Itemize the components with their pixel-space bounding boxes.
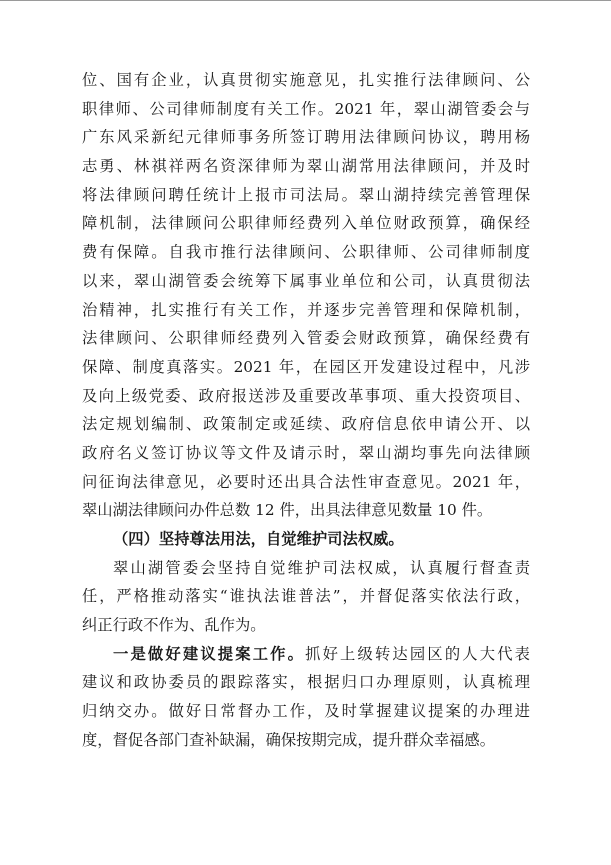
text-line: 以来，翠山湖管委会统筹下属事业单位和公司，认真贯彻法 (82, 271, 530, 290)
paragraph-legal-advisors (82, 66, 530, 525)
text-line: 障机制，法律顾问公职律师经费列入单位财政预算，确保经 (82, 214, 530, 233)
paragraph-proposals (82, 640, 530, 755)
text-line: 位、国有企业，认真贯彻实施意见，扎实推行法律顾问、公 (82, 71, 530, 89)
text-line: 治精神，扎实推行有关工作，并逐步完善管理和保障机制， (82, 300, 530, 319)
text-line: 任，严格推动落实“谁执法谁普法”，并督促落实依法行政， (82, 587, 530, 606)
text-line: 将法律顾问聘任统计上报市司法局。翠山湖持续完善管理保 (82, 185, 530, 204)
paragraph-judicial-authority (82, 554, 530, 640)
section-heading: （四）坚持尊法用法，自觉维护司法权威。 (113, 530, 404, 548)
text-line: 保障、制度真落实。2021 年，在园区开发建设过程中，凡涉 (82, 357, 530, 376)
paragraph-lead-phrase: 一是做好建议提案工作。 (113, 644, 306, 663)
document-page (82, 66, 530, 755)
text-line: 法律顾问、公职律师经费列入管委会财政预算，确保经费有 (82, 329, 530, 348)
text-line: 归纳交办。做好日常督办工作，及时掌握建议提案的办理进 (82, 702, 530, 721)
text-line (82, 640, 530, 669)
text-line: 问征询法律意见，必要时还出具合法性审查意见。2021 年， (82, 472, 530, 491)
text-line: 政府名义签订协议等文件及请示时，翠山湖均事先向法律顾 (82, 443, 530, 462)
text-line: 职律师、公司律师制度有关工作。2021 年，翠山湖管委会与 (82, 99, 530, 118)
page-top-rule (0, 0, 611, 1)
text-line: 法定规划编制、政策制定或延续、政府信息依申请公开、以 (82, 415, 530, 434)
text-line: 度，督促各部门查补缺漏，确保按期完成，提升群众幸福感。 (82, 730, 496, 749)
text-line: 费有保障。自我市推行法律顾问、公职律师、公司律师制度 (82, 243, 530, 262)
text-line: 纠正行政不作为、乱作为。 (82, 616, 266, 635)
text-line: 广东风采新纪元律师事务所签订聘用法律顾问协议，聘用杨 (82, 128, 530, 147)
text-line: 志勇、林祺祥两名资深律师为翠山湖常用法律顾问，并及时 (82, 157, 530, 176)
text-line: 翠山湖管委会坚持自觉维护司法权威，认真履行督查责 (113, 558, 530, 577)
paragraph-lead-rest: 抓好上级转达园区的人大代表 (305, 644, 530, 663)
text-line: 及向上级党委、政府报送涉及重要改革事项、重大投资项目、 (82, 386, 530, 405)
text-line: 建议和政协委员的跟踪落实，根据归口办理原则，认真梳理 (82, 673, 530, 692)
text-line: 翠山湖法律顾问办件总数 12 件，出具法律意见数量 10 件。 (82, 501, 493, 520)
